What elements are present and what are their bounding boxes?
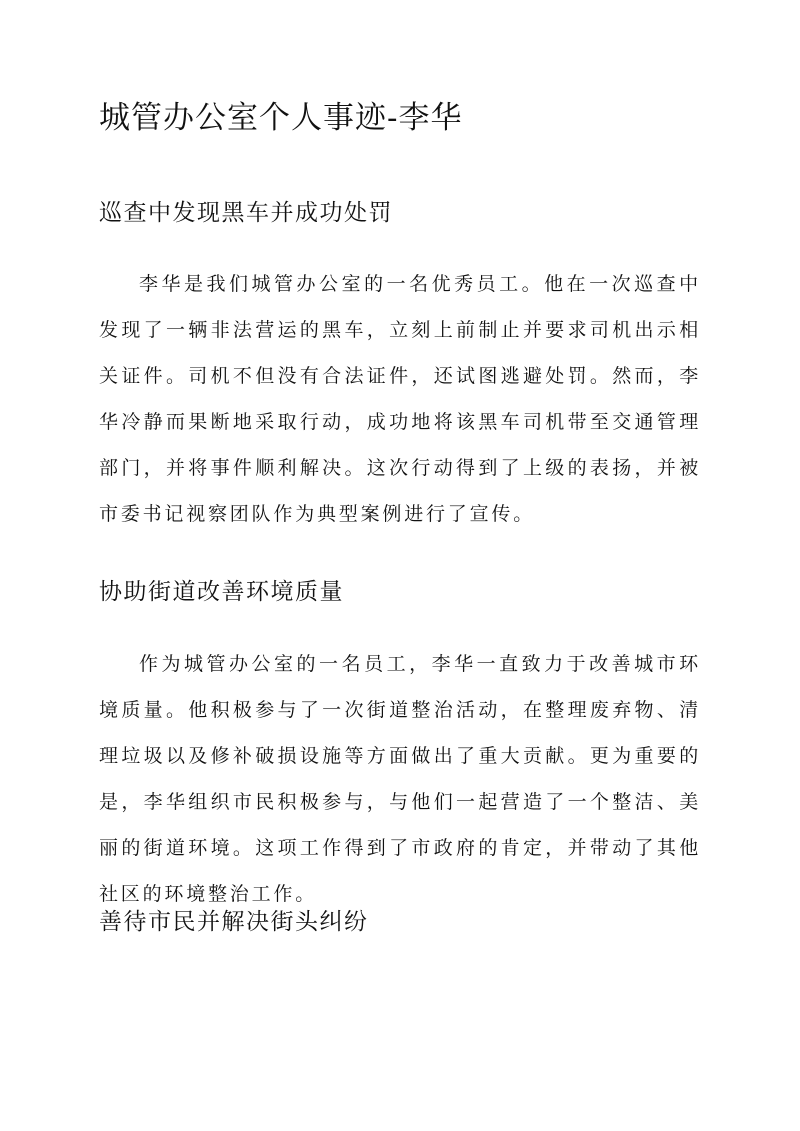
- section-heading-environment: 协助街道改善环境质量: [99, 579, 344, 605]
- section-body-patrol: 李华是我们城管办公室的一名优秀员工。他在一次巡查中发现了一辆非法营运的黑车，立刻上前制止并要求司机出示相关证件。司机不但没有合法证件，还试图逃避处罚。然而，李华冷静而果断地采取行动，成功地将该黑车司机带至交通管理部门，并将事件顺利解决。这次行动得到了上级的表扬，并被市委书记视察团队作为典型案例进行了宣传。: [99, 273, 701, 525]
- section-body-environment: 作为城管办公室的一名员工，李华一直致力于改善城市环境质量。他积极参与了一次街道整治活动，在整理废弃物、清理垃圾以及修补破损设施等方面做出了重大贡献。更为重要的是，李华组织市民积极参与，与他们一起营造了一个整洁、美丽的街道环境。这项工作得到了市政府的肯定，并带动了其他社区的环境整治工作。: [99, 653, 701, 905]
- section-heading-patrol: 巡查中发现黑车并成功处罚: [99, 200, 393, 226]
- section-heading-disputes: 善待市民并解决街头纠纷: [99, 909, 369, 935]
- document-title: 城管办公室个人事迹-李华: [99, 100, 463, 136]
